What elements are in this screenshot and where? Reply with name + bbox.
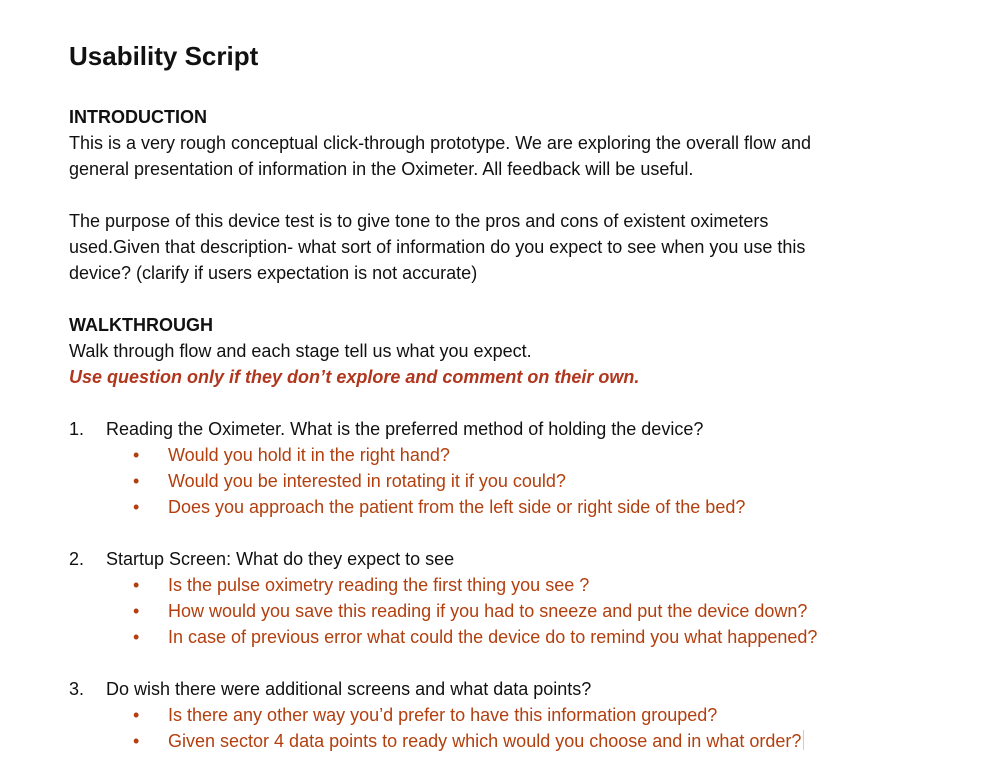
- bullet-icon: •: [133, 601, 140, 621]
- introduction-section: [69, 104, 969, 286]
- bullet-text: Given sector 4 data points to ready which would you choose and in what order?: [168, 731, 802, 751]
- bullet-icon: •: [133, 627, 140, 647]
- list-item: [69, 598, 969, 624]
- list-item: [69, 728, 969, 754]
- bullet-text: Would you be interested in rotating it if you could?: [168, 471, 566, 491]
- bullet-icon: •: [133, 705, 140, 725]
- question-text: Reading the Oximeter. What is the preferred method of holding the device?: [106, 419, 704, 439]
- question-1-bullets: [69, 442, 969, 520]
- question-number: 3.: [69, 679, 85, 699]
- walkthrough-heading: WALKTHROUGH: [69, 315, 213, 335]
- list-item: [69, 572, 969, 598]
- walkthrough-line-1: Walk through flow and each stage tell us what you expect.: [69, 341, 532, 361]
- question-2-bullets: [69, 572, 969, 650]
- bullet-icon: •: [133, 575, 140, 595]
- question-number: 2.: [69, 549, 85, 569]
- bullet-text: In case of previous error what could the device do to remind you what happened?: [168, 627, 818, 647]
- bullet-text: How would you save this reading if you had to sneeze and put the device down?: [168, 601, 808, 621]
- bullet-icon: •: [133, 497, 140, 517]
- introduction-line-3: The purpose of this device test is to give tone to the pros and cons of existent oximeters: [69, 211, 769, 231]
- bullet-icon: •: [133, 445, 140, 465]
- list-item: [69, 442, 969, 468]
- document-title: Usability Script: [69, 41, 259, 71]
- list-item: [69, 624, 969, 650]
- text-cursor: [803, 730, 804, 750]
- bullet-text: Is the pulse oximetry reading the first thing you see ?: [168, 575, 590, 595]
- question-3: [69, 676, 969, 754]
- bullet-text: Does you approach the patient from the left side or right side of the bed?: [168, 497, 746, 517]
- walkthrough-note: Use question only if they don’t explore and comment on their own.: [69, 367, 640, 387]
- bullet-icon: •: [133, 471, 140, 491]
- introduction-line-4: used.Given that description- what sort of information do you expect to see when you use this: [69, 237, 806, 257]
- bullet-text: Is there any other way you’d prefer to have this information grouped?: [168, 705, 718, 725]
- list-item: [69, 494, 969, 520]
- bullet-icon: •: [133, 731, 140, 751]
- question-number: 1.: [69, 419, 85, 439]
- question-2: [69, 546, 969, 650]
- introduction-heading: INTRODUCTION: [69, 107, 207, 127]
- walkthrough-section: [69, 312, 969, 390]
- question-3-bullets: [69, 702, 969, 754]
- question-text: Startup Screen: What do they expect to see: [106, 549, 455, 569]
- introduction-line-2: general presentation of information in the Oximeter. All feedback will be useful.: [69, 159, 694, 179]
- bullet-text: Would you hold it in the right hand?: [168, 445, 450, 465]
- list-item: [69, 702, 969, 728]
- document-page: [69, 38, 969, 754]
- introduction-line-1: This is a very rough conceptual click-through prototype. We are exploring the overall flow and: [69, 133, 812, 153]
- list-item: [69, 468, 969, 494]
- question-1: [69, 416, 969, 520]
- question-text: Do wish there were additional screens and what data points?: [106, 679, 592, 699]
- introduction-line-5: device? (clarify if users expectation is not accurate): [69, 263, 478, 283]
